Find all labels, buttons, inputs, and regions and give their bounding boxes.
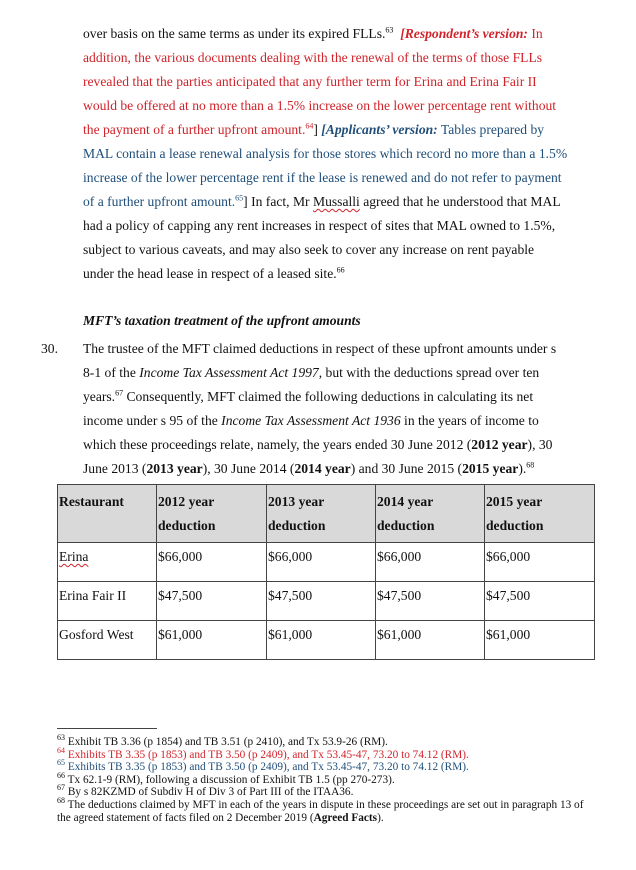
footnote-64 [57,745,587,762]
deduction-cell: $66,000 [157,543,267,582]
footnote-number: 65 [57,758,65,768]
defined-term-2015: 2015 year [462,461,519,476]
applicants-close-bracket: ] [243,194,248,209]
defined-term-agreed-facts: Agreed Facts [313,811,378,824]
footnote-65 [57,758,587,774]
footnote-number: 64 [57,745,65,755]
footnote-text: ). [377,811,384,824]
deduction-cell: $61,000 [485,621,595,660]
table-row [58,543,595,582]
footnote-text: By s 82KZMD of Subdiv H of Div 3 of Part III of the ITAA36. [67,786,354,799]
footnote-ref-64[interactable]: 64 [305,121,314,131]
footnote-66 [57,771,587,787]
paragraph-number: 30. [41,341,58,356]
header-2015: 2015 year deduction [485,485,595,543]
para30-text: ) and 30 June 2015 ( [350,461,463,476]
deduction-cell: $61,000 [376,621,485,660]
footnote-63 [57,733,587,749]
deduction-cell: $47,500 [376,582,485,621]
header-2014: 2014 year deduction [376,485,485,543]
section-heading: MFT’s taxation treatment of the upfront amounts [83,313,361,328]
footnote-ref-63[interactable]: 63 [385,25,394,35]
respondent-close-bracket: ] [313,122,318,137]
footnote-text: The deductions claimed by MFT in each of the years in dispute in these proceedings are set out in paragraph 13 of the agreed statement of facts filed on 2 December 2019 ( [57,798,584,824]
restaurant-name [58,543,157,582]
para30-text: ). [518,461,527,476]
footnote-ref-65[interactable]: 65 [235,193,244,203]
footnote-text: Tx 62.1-9 (RM), following a discussion of Exhibit TB 1.5 (pp 270-273). [67,773,395,786]
table-header-row [58,485,595,543]
table-row [58,621,595,660]
defined-term-2014: 2014 year [294,461,351,476]
para29-tail: In fact, Mr [247,194,313,209]
footnotes [57,733,587,824]
footnote-number: 67 [57,783,65,793]
header-2012: 2012 year deduction [157,485,267,543]
respondent-version-text: In addition, the various documents dealing with the renewal of the terms of those FLLs revealed that the parties anticipated that any further term for Erina and Erina Fair II would be offered at no more than a 1.5% increase on the lower percentage rent without the payment of a further upfront amount. [83,26,557,137]
deduction-cell: $47,500 [267,582,376,621]
footnote-number: 68 [57,796,65,806]
table-row [58,582,595,621]
header-2013: 2013 year deduction [267,485,376,543]
footnote-67 [57,783,587,799]
witness-name: Mussalli [312,194,360,209]
restaurant-name [58,582,157,621]
restaurant-name-text: Erina Fair II [59,588,127,603]
act-1936-title: Income Tax Assessment Act 1936 [221,413,401,428]
para30-text: , but with the deductions spread over ten years. [83,365,540,404]
para29-sentence: over basis on the same terms as under its expired FLLs. [83,26,386,41]
paragraph-30 [83,337,568,481]
footnote-ref-66[interactable]: 66 [336,265,345,275]
deduction-cell: $61,000 [157,621,267,660]
deduction-cell: $66,000 [485,543,595,582]
defined-term-2013: 2013 year [146,461,203,476]
para29-tail-rest: agreed that he understood that MAL had a policy of capping any rent increases in respect of sites that MAL owned to 1.5%, subject to various caveats, and may also seek to cover any increase on rent payable under the head lease in respect of a leased site. [83,194,561,281]
deduction-cell: $47,500 [485,582,595,621]
deduction-cell: $47,500 [157,582,267,621]
footnote-ref-67[interactable]: 67 [115,388,124,398]
respondent-version-label: [Respondent’s version: [400,26,528,41]
footnote-number: 63 [57,733,65,743]
para30-text: in the years of income to which these proceedings relate, namely, the years ended 30 June 2012 ( [83,413,539,452]
defined-term-2012: 2012 year [471,437,528,452]
para30-text: The trustee of the MFT claimed deductions in respect of these upfront amounts under s 8-1 of the [83,341,557,380]
footnote-ref-68[interactable]: 68 [526,460,535,470]
footnote-number: 66 [57,771,65,781]
paragraph-29-continued [83,22,568,286]
deduction-cell: $61,000 [267,621,376,660]
footnote-text: Exhibit TB 3.36 (p 1854) and TB 3.51 (p 2410), and Tx 53.9-26 (RM). [67,736,388,748]
footnote-68 [57,796,587,824]
footnote-text: Exhibits TB 3.35 (p 1853) and TB 3.50 (p 2409), and Tx 53.45-47, 73.20 to 74.12 (RM). [67,761,469,774]
deductions-table [57,484,595,660]
deduction-cell: $66,000 [376,543,485,582]
respondent-version [83,26,556,137]
footnote-separator [57,728,157,729]
restaurant-name-text: Erina [59,549,89,564]
header-restaurant: Restaurant [58,485,157,543]
para30-text: ), 30 June 2014 ( [202,461,295,476]
para30-text: ), 30 June 2013 ( [83,437,553,476]
act-1997-title: Income Tax Assessment Act 1997 [139,365,319,380]
applicants-version-text: Tables prepared by MAL contain a lease renewal analysis for those stores which record no more than a 1.5% increase of the lower percentage rent if the lease is renewed and do not refer to payment of a further upfront amount. [83,122,568,209]
para30-text: Consequently, MFT claimed the following deductions in calculating its net income under s 95 of the [83,389,534,428]
restaurant-name: Gosford West [58,621,157,660]
footnote-text: Exhibits TB 3.35 (p 1853) and TB 3.50 (p 2409), and Tx 53.45-47, 73.20 to 74.12 (RM). [67,748,469,761]
deduction-cell: $66,000 [267,543,376,582]
applicants-version-label: [Applicants’ version: [321,122,438,137]
